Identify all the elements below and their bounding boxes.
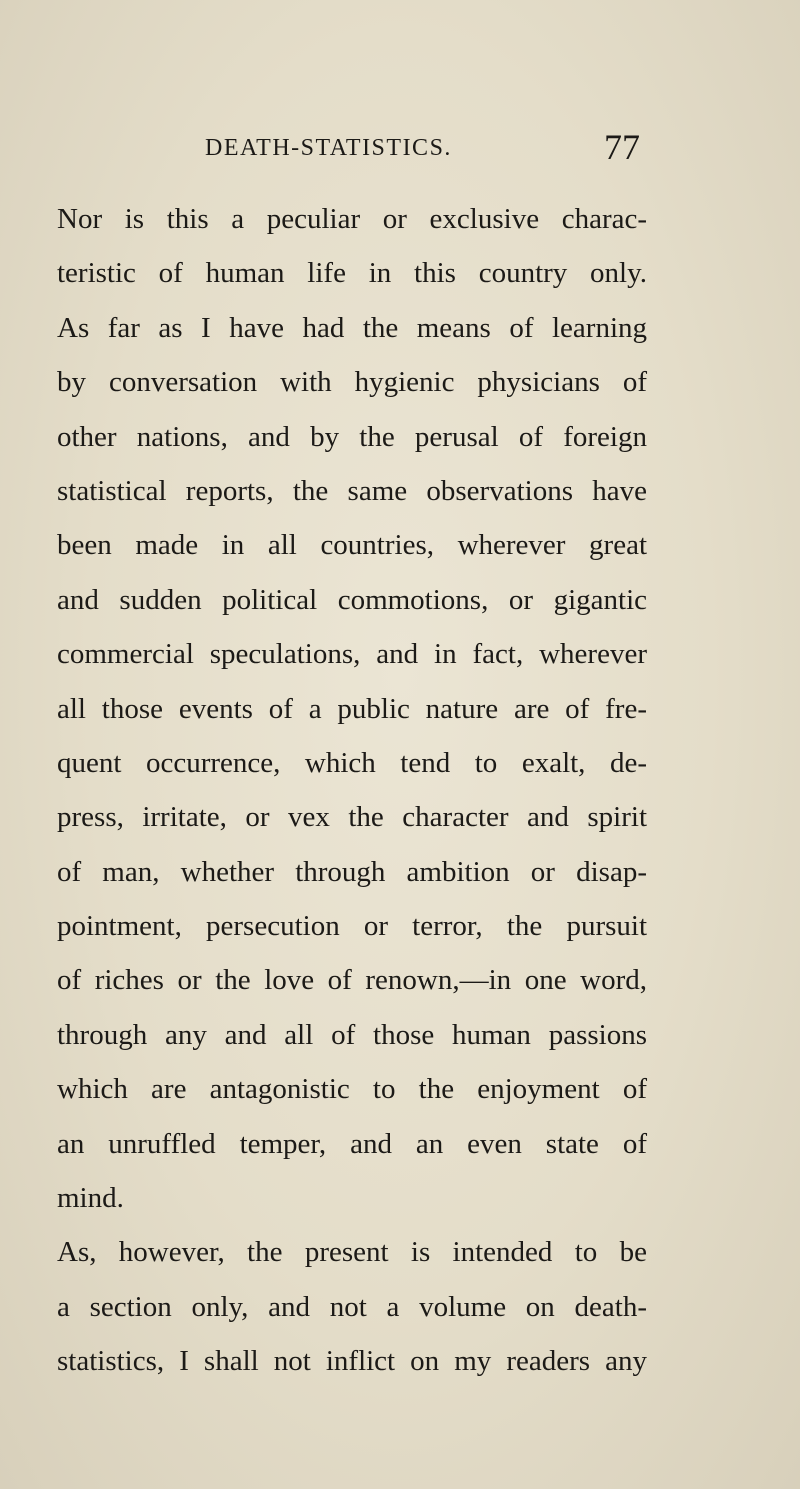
text-line: quent occurrence, which tend to exalt, de- <box>57 746 647 779</box>
text-line: Nor is this a peculiar or exclusive charac- <box>57 203 647 235</box>
text-line: of riches or the love of renown,—in one word, <box>57 964 647 997</box>
text-line: a section only, and not a volume on death- <box>57 1290 647 1323</box>
text-line: other nations, and by the perusal of foreign <box>57 420 647 453</box>
text-line: statistics, I shall not inflict on my readers any <box>57 1345 647 1378</box>
text-line: all those events of a public nature are of fre- <box>57 692 647 725</box>
text-line: which are antagonistic to the enjoyment of <box>57 1073 647 1106</box>
body-text <box>57 192 647 1389</box>
text-line: an unruffled temper, and an even state of <box>57 1127 647 1160</box>
text-line: commercial speculations, and in fact, wherever <box>57 638 647 671</box>
text-line: As far as I have had the means of learning <box>57 311 647 344</box>
text-line: by conversation with hygienic physicians of <box>57 366 647 399</box>
running-title: DEATH-STATISTICS. <box>205 135 452 161</box>
text-line: through any and all of those human passions <box>57 1018 647 1051</box>
text-line: statistical reports, the same observations have <box>57 474 647 507</box>
text-line: teristic of human life in this country only. <box>57 257 647 290</box>
text-line: As, however, the present is intended to be <box>57 1236 647 1269</box>
text-line: press, irritate, or vex the character and spirit <box>57 801 647 834</box>
text-line: been made in all countries, wherever great <box>57 529 647 562</box>
text-line: and sudden political commotions, or gigantic <box>57 583 647 616</box>
text-line: pointment, persecution or terror, the pursuit <box>57 910 647 943</box>
text-line: of man, whether through ambition or disap- <box>57 855 647 888</box>
paragraph-end-line: mind. <box>57 1182 124 1215</box>
page-number: 77 <box>604 127 640 167</box>
running-head <box>0 128 800 168</box>
